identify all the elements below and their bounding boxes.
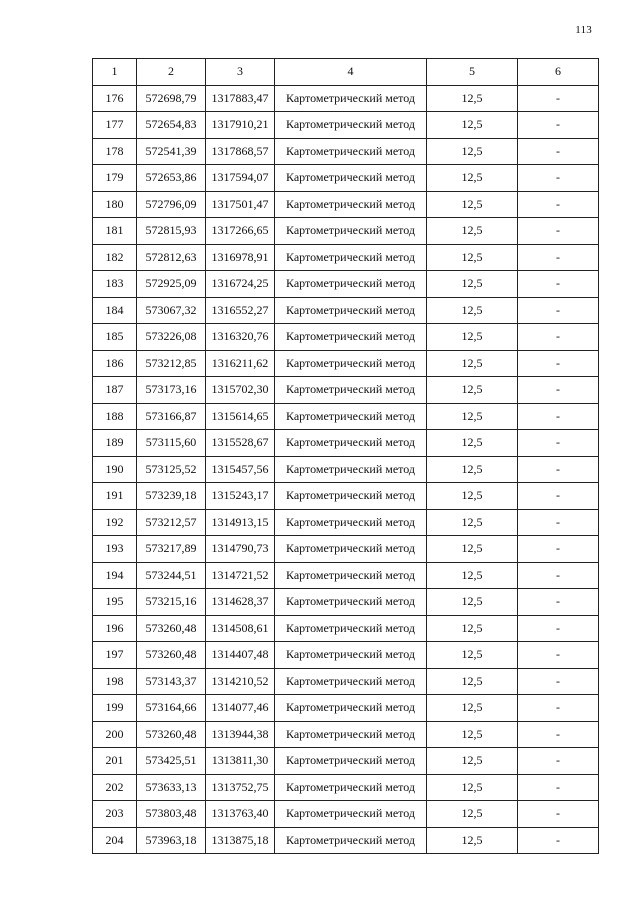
accuracy-cell: 12,5: [427, 668, 518, 695]
x-coordinate-cell: 573212,57: [137, 509, 206, 536]
x-coordinate-cell: 573125,52: [137, 456, 206, 483]
x-coordinate-cell: 573244,51: [137, 562, 206, 589]
note-cell: -: [518, 695, 599, 722]
table-row: [93, 112, 599, 139]
header-cell-1: 1: [93, 59, 137, 86]
note-cell: -: [518, 509, 599, 536]
table-row: [93, 244, 599, 271]
point-number-cell: 178: [93, 138, 137, 165]
point-number-cell: 193: [93, 536, 137, 563]
point-number-cell: 198: [93, 668, 137, 695]
x-coordinate-cell: 572653,86: [137, 165, 206, 192]
x-coordinate-cell: 573215,16: [137, 589, 206, 616]
y-coordinate-cell: 1313752,75: [206, 774, 275, 801]
accuracy-cell: 12,5: [427, 827, 518, 854]
x-coordinate-cell: 573226,08: [137, 324, 206, 351]
point-number-cell: 186: [93, 350, 137, 377]
point-number-cell: 181: [93, 218, 137, 245]
method-cell: Картометрический метод: [275, 377, 427, 404]
point-number-cell: 203: [93, 801, 137, 828]
coordinates-table: [92, 58, 599, 854]
table-row: [93, 589, 599, 616]
accuracy-cell: 12,5: [427, 377, 518, 404]
point-number-cell: 200: [93, 721, 137, 748]
x-coordinate-cell: 572541,39: [137, 138, 206, 165]
accuracy-cell: 12,5: [427, 721, 518, 748]
accuracy-cell: 12,5: [427, 642, 518, 669]
page-number: 113: [575, 24, 592, 36]
y-coordinate-cell: 1315702,30: [206, 377, 275, 404]
header-cell-4: 4: [275, 59, 427, 86]
accuracy-cell: 12,5: [427, 695, 518, 722]
point-number-cell: 201: [93, 748, 137, 775]
x-coordinate-cell: 572925,09: [137, 271, 206, 298]
note-cell: -: [518, 218, 599, 245]
method-cell: Картометрический метод: [275, 695, 427, 722]
table-row: [93, 509, 599, 536]
method-cell: Картометрический метод: [275, 483, 427, 510]
method-cell: Картометрический метод: [275, 244, 427, 271]
y-coordinate-cell: 1314790,73: [206, 536, 275, 563]
y-coordinate-cell: 1316978,91: [206, 244, 275, 271]
note-cell: -: [518, 165, 599, 192]
point-number-cell: 199: [93, 695, 137, 722]
method-cell: Картометрический метод: [275, 324, 427, 351]
method-cell: Картометрический метод: [275, 403, 427, 430]
accuracy-cell: 12,5: [427, 403, 518, 430]
note-cell: -: [518, 774, 599, 801]
point-number-cell: 188: [93, 403, 137, 430]
point-number-cell: 191: [93, 483, 137, 510]
point-number-cell: 184: [93, 297, 137, 324]
note-cell: -: [518, 112, 599, 139]
note-cell: -: [518, 536, 599, 563]
note-cell: -: [518, 801, 599, 828]
table-row: [93, 615, 599, 642]
accuracy-cell: 12,5: [427, 85, 518, 112]
accuracy-cell: 12,5: [427, 483, 518, 510]
table-row: [93, 403, 599, 430]
accuracy-cell: 12,5: [427, 430, 518, 457]
accuracy-cell: 12,5: [427, 165, 518, 192]
header-cell-5: 5: [427, 59, 518, 86]
x-coordinate-cell: 573963,18: [137, 827, 206, 854]
x-coordinate-cell: 573239,18: [137, 483, 206, 510]
note-cell: -: [518, 748, 599, 775]
x-coordinate-cell: 573173,16: [137, 377, 206, 404]
note-cell: -: [518, 138, 599, 165]
table-row: [93, 377, 599, 404]
note-cell: -: [518, 642, 599, 669]
y-coordinate-cell: 1315243,17: [206, 483, 275, 510]
y-coordinate-cell: 1314407,48: [206, 642, 275, 669]
y-coordinate-cell: 1317910,21: [206, 112, 275, 139]
y-coordinate-cell: 1316724,25: [206, 271, 275, 298]
accuracy-cell: 12,5: [427, 297, 518, 324]
note-cell: -: [518, 456, 599, 483]
point-number-cell: 179: [93, 165, 137, 192]
note-cell: -: [518, 377, 599, 404]
y-coordinate-cell: 1317266,65: [206, 218, 275, 245]
table-row: [93, 165, 599, 192]
x-coordinate-cell: 573260,48: [137, 721, 206, 748]
method-cell: Картометрический метод: [275, 350, 427, 377]
x-coordinate-cell: 573166,87: [137, 403, 206, 430]
point-number-cell: 182: [93, 244, 137, 271]
table-row: [93, 430, 599, 457]
note-cell: -: [518, 403, 599, 430]
point-number-cell: 196: [93, 615, 137, 642]
accuracy-cell: 12,5: [427, 218, 518, 245]
method-cell: Картометрический метод: [275, 456, 427, 483]
x-coordinate-cell: 572654,83: [137, 112, 206, 139]
header-cell-2: 2: [137, 59, 206, 86]
table-row: [93, 350, 599, 377]
method-cell: Картометрический метод: [275, 562, 427, 589]
method-cell: Картометрический метод: [275, 138, 427, 165]
point-number-cell: 195: [93, 589, 137, 616]
table-row: [93, 774, 599, 801]
method-cell: Картометрический метод: [275, 721, 427, 748]
note-cell: -: [518, 668, 599, 695]
point-number-cell: 183: [93, 271, 137, 298]
table-row: [93, 642, 599, 669]
method-cell: Картометрический метод: [275, 668, 427, 695]
method-cell: Картометрический метод: [275, 827, 427, 854]
point-number-cell: 180: [93, 191, 137, 218]
method-cell: Картометрический метод: [275, 218, 427, 245]
point-number-cell: 202: [93, 774, 137, 801]
method-cell: Картометрический метод: [275, 191, 427, 218]
x-coordinate-cell: 573260,48: [137, 642, 206, 669]
header-cell-3: 3: [206, 59, 275, 86]
point-number-cell: 189: [93, 430, 137, 457]
method-cell: Картометрический метод: [275, 748, 427, 775]
method-cell: Картометрический метод: [275, 509, 427, 536]
accuracy-cell: 12,5: [427, 138, 518, 165]
table-header-row: [93, 59, 599, 86]
table-row: [93, 271, 599, 298]
x-coordinate-cell: 573633,13: [137, 774, 206, 801]
method-cell: Картометрический метод: [275, 589, 427, 616]
accuracy-cell: 12,5: [427, 801, 518, 828]
y-coordinate-cell: 1314077,46: [206, 695, 275, 722]
method-cell: Картометрический метод: [275, 615, 427, 642]
accuracy-cell: 12,5: [427, 271, 518, 298]
x-coordinate-cell: 573803,48: [137, 801, 206, 828]
y-coordinate-cell: 1313763,40: [206, 801, 275, 828]
y-coordinate-cell: 1314721,52: [206, 562, 275, 589]
x-coordinate-cell: 572796,09: [137, 191, 206, 218]
y-coordinate-cell: 1313944,38: [206, 721, 275, 748]
method-cell: Картометрический метод: [275, 774, 427, 801]
table-row: [93, 218, 599, 245]
point-number-cell: 176: [93, 85, 137, 112]
accuracy-cell: 12,5: [427, 112, 518, 139]
point-number-cell: 185: [93, 324, 137, 351]
y-coordinate-cell: 1313811,30: [206, 748, 275, 775]
point-number-cell: 192: [93, 509, 137, 536]
note-cell: -: [518, 615, 599, 642]
method-cell: Картометрический метод: [275, 85, 427, 112]
table-row: [93, 85, 599, 112]
accuracy-cell: 12,5: [427, 244, 518, 271]
method-cell: Картометрический метод: [275, 536, 427, 563]
table-row: [93, 827, 599, 854]
note-cell: -: [518, 562, 599, 589]
method-cell: Картометрический метод: [275, 430, 427, 457]
table-row: [93, 191, 599, 218]
y-coordinate-cell: 1317883,47: [206, 85, 275, 112]
note-cell: -: [518, 271, 599, 298]
point-number-cell: 190: [93, 456, 137, 483]
accuracy-cell: 12,5: [427, 324, 518, 351]
y-coordinate-cell: 1314210,52: [206, 668, 275, 695]
note-cell: -: [518, 589, 599, 616]
x-coordinate-cell: 572812,63: [137, 244, 206, 271]
method-cell: Картометрический метод: [275, 801, 427, 828]
x-coordinate-cell: 573260,48: [137, 615, 206, 642]
table-row: [93, 668, 599, 695]
table-row: [93, 297, 599, 324]
point-number-cell: 197: [93, 642, 137, 669]
x-coordinate-cell: 573143,37: [137, 668, 206, 695]
note-cell: -: [518, 324, 599, 351]
note-cell: -: [518, 483, 599, 510]
accuracy-cell: 12,5: [427, 748, 518, 775]
table-row: [93, 138, 599, 165]
table-row: [93, 695, 599, 722]
accuracy-cell: 12,5: [427, 615, 518, 642]
accuracy-cell: 12,5: [427, 191, 518, 218]
method-cell: Картометрический метод: [275, 165, 427, 192]
x-coordinate-cell: 573212,85: [137, 350, 206, 377]
y-coordinate-cell: 1315614,65: [206, 403, 275, 430]
table-body: [93, 59, 599, 854]
y-coordinate-cell: 1316320,76: [206, 324, 275, 351]
accuracy-cell: 12,5: [427, 456, 518, 483]
point-number-cell: 204: [93, 827, 137, 854]
y-coordinate-cell: 1316211,62: [206, 350, 275, 377]
table-row: [93, 456, 599, 483]
x-coordinate-cell: 572815,93: [137, 218, 206, 245]
table-row: [93, 536, 599, 563]
note-cell: -: [518, 191, 599, 218]
x-coordinate-cell: 572698,79: [137, 85, 206, 112]
header-cell-6: 6: [518, 59, 599, 86]
x-coordinate-cell: 573115,60: [137, 430, 206, 457]
note-cell: -: [518, 350, 599, 377]
y-coordinate-cell: 1313875,18: [206, 827, 275, 854]
x-coordinate-cell: 573164,66: [137, 695, 206, 722]
accuracy-cell: 12,5: [427, 350, 518, 377]
note-cell: -: [518, 430, 599, 457]
x-coordinate-cell: 573217,89: [137, 536, 206, 563]
note-cell: -: [518, 721, 599, 748]
accuracy-cell: 12,5: [427, 536, 518, 563]
method-cell: Картометрический метод: [275, 642, 427, 669]
accuracy-cell: 12,5: [427, 589, 518, 616]
table-row: [93, 562, 599, 589]
y-coordinate-cell: 1317501,47: [206, 191, 275, 218]
table-row: [93, 801, 599, 828]
point-number-cell: 177: [93, 112, 137, 139]
y-coordinate-cell: 1314508,61: [206, 615, 275, 642]
x-coordinate-cell: 573425,51: [137, 748, 206, 775]
y-coordinate-cell: 1317868,57: [206, 138, 275, 165]
table-row: [93, 483, 599, 510]
table-row: [93, 721, 599, 748]
y-coordinate-cell: 1314913,15: [206, 509, 275, 536]
x-coordinate-cell: 573067,32: [137, 297, 206, 324]
accuracy-cell: 12,5: [427, 774, 518, 801]
y-coordinate-cell: 1315457,56: [206, 456, 275, 483]
y-coordinate-cell: 1314628,37: [206, 589, 275, 616]
y-coordinate-cell: 1315528,67: [206, 430, 275, 457]
note-cell: -: [518, 297, 599, 324]
note-cell: -: [518, 244, 599, 271]
method-cell: Картометрический метод: [275, 112, 427, 139]
table-row: [93, 748, 599, 775]
note-cell: -: [518, 827, 599, 854]
accuracy-cell: 12,5: [427, 509, 518, 536]
point-number-cell: 194: [93, 562, 137, 589]
note-cell: -: [518, 85, 599, 112]
method-cell: Картометрический метод: [275, 297, 427, 324]
y-coordinate-cell: 1316552,27: [206, 297, 275, 324]
table-row: [93, 324, 599, 351]
y-coordinate-cell: 1317594,07: [206, 165, 275, 192]
point-number-cell: 187: [93, 377, 137, 404]
method-cell: Картометрический метод: [275, 271, 427, 298]
accuracy-cell: 12,5: [427, 562, 518, 589]
